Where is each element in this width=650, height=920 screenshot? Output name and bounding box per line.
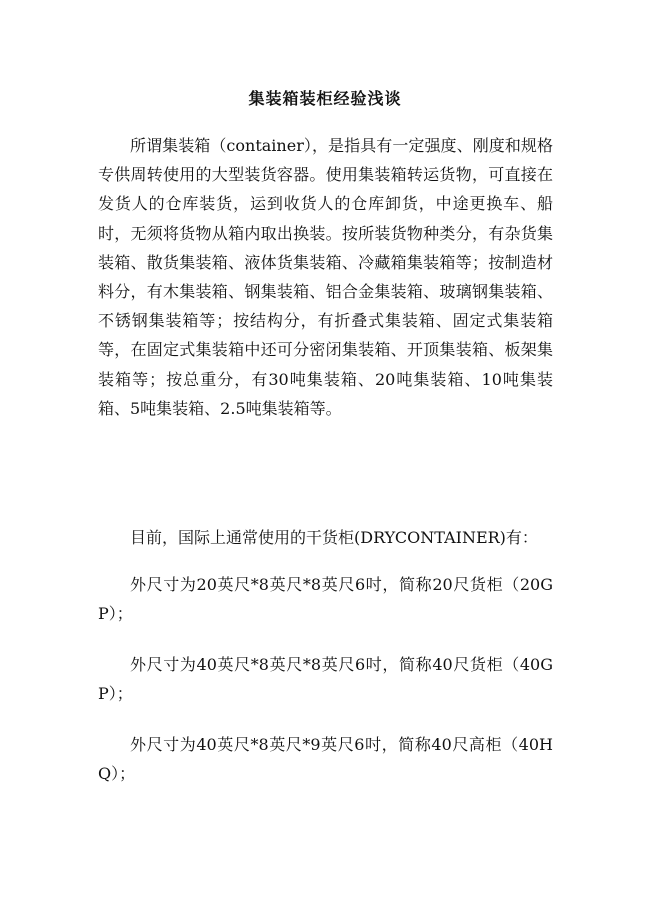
dry-container-intro: 目前，国际上通常使用的干货柜(DRYCONTAINER)有： [130, 528, 538, 547]
spec-40hq: 外尺寸为40英尺*8英尺*9英尺6吋，简称40尺高柜（40HQ）； [98, 735, 553, 784]
spec-20gp: 外尺寸为20英尺*8英尺*8英尺6吋，简称20尺货柜（20GP）； [98, 575, 553, 624]
intro-paragraph: 所谓集装箱（container），是指具有一定强度、刚度和规格专供周转使用的大型装货容器。使用集装箱转运货物，可直接在发货人的仓库装货，运到收货人的仓库卸货，中途更换车、船时，无须将货物从箱内取出换装。按所装货物种类分，有杂货集装箱、散货集装箱、液体货集装箱、冷藏箱集装箱等；按制造材料分，有木集装箱、钢集装箱、铝合金集装箱、玻璃钢集装箱、不锈钢集装箱等；按结构分，有折叠式集装箱、固定式集装箱等，在固定式集装箱中还可分密闭集装箱、开顶集装箱、板架集装箱等；按总重分，有30吨集装箱、20吨集装箱、10吨集装箱、5吨集装箱、2.5吨集装箱等。 [98, 136, 553, 418]
spec-40gp: 外尺寸为40英尺*8英尺*8英尺6吋，简称40尺货柜（40GP）； [98, 655, 553, 704]
document-title: 集装箱装柜经验浅谈 [248, 89, 402, 108]
